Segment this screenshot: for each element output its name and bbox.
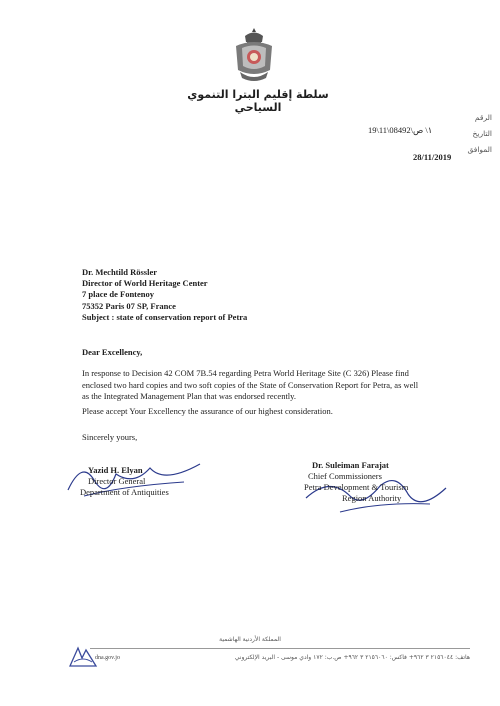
footer-arabic-header: المملكة الأردنية الهاشمية	[219, 636, 281, 643]
footer-logo-icon	[68, 644, 98, 670]
signatory-left-org: Department of Antiquities	[80, 487, 169, 497]
signatory-right-org-2: Region Authority	[342, 493, 402, 503]
signatory-right-title: Chief Commissioners	[308, 471, 382, 481]
recipient-address	[82, 267, 247, 323]
coat-of-arms-emblem	[232, 26, 276, 84]
salutation: Dear Excellency,	[82, 347, 143, 357]
signatory-left-title: Director General	[88, 476, 146, 486]
footer-divider	[90, 648, 470, 649]
signatory-right-name: Dr. Suleiman Farajat	[312, 460, 389, 470]
body-paragraph-2: Please accept Your Excellency the assurance of our highest consideration.	[82, 406, 333, 416]
signatory-left	[80, 465, 169, 498]
footer-arabic-contact: هاتف: ٢١٥٦٠٤٤ ٣ ٩٦٢+ فاكس: ٢١٥٦٠٦٠ ٣ ٩٦٢+ ص.ب: ١٧٢ وادي موسى - البريد الإلكتروني	[234, 654, 470, 661]
reference-number: 19\11\08492\١\ ص	[368, 125, 433, 135]
closing: Sincerely yours,	[82, 432, 138, 442]
reference-number-label: الرقم	[474, 113, 492, 122]
signatory-right	[304, 460, 408, 504]
signatory-right-org-1: Petra Development & Tourism	[304, 482, 409, 492]
recipient-city: 75352 Paris 07 SP, France	[82, 300, 176, 311]
footer-website[interactable]: dna.gov.jo	[95, 655, 120, 661]
reference-date-label: التاريخ	[472, 129, 492, 138]
body-paragraph-1: In response to Decision 42 COM 7B.54 regarding Petra World Heritage Site (C 326) Please find enclosed two hard copies and two soft copies of the State of Conservation Report for Petra, as well as the Integrated Management Plan that was endorsed recently.	[82, 368, 419, 401]
signatory-left-name: Yazid H. Elyan	[88, 465, 143, 475]
recipient-title: Director of World Heritage Center	[82, 278, 208, 289]
recipient-street: 7 place de Fontenoy	[82, 289, 155, 300]
letterhead-arabic-name: سلطة إقليم البترا التنموي السياحي	[187, 88, 329, 114]
recipient-name: Dr. Mechtild Rössler	[82, 267, 157, 277]
reference-date: 28/11/2019	[413, 152, 452, 162]
letter-subject: Subject : state of conservation report of Petra	[82, 311, 248, 322]
reference-labels	[440, 110, 492, 158]
reference-hijri-label: الموافق	[467, 145, 492, 154]
